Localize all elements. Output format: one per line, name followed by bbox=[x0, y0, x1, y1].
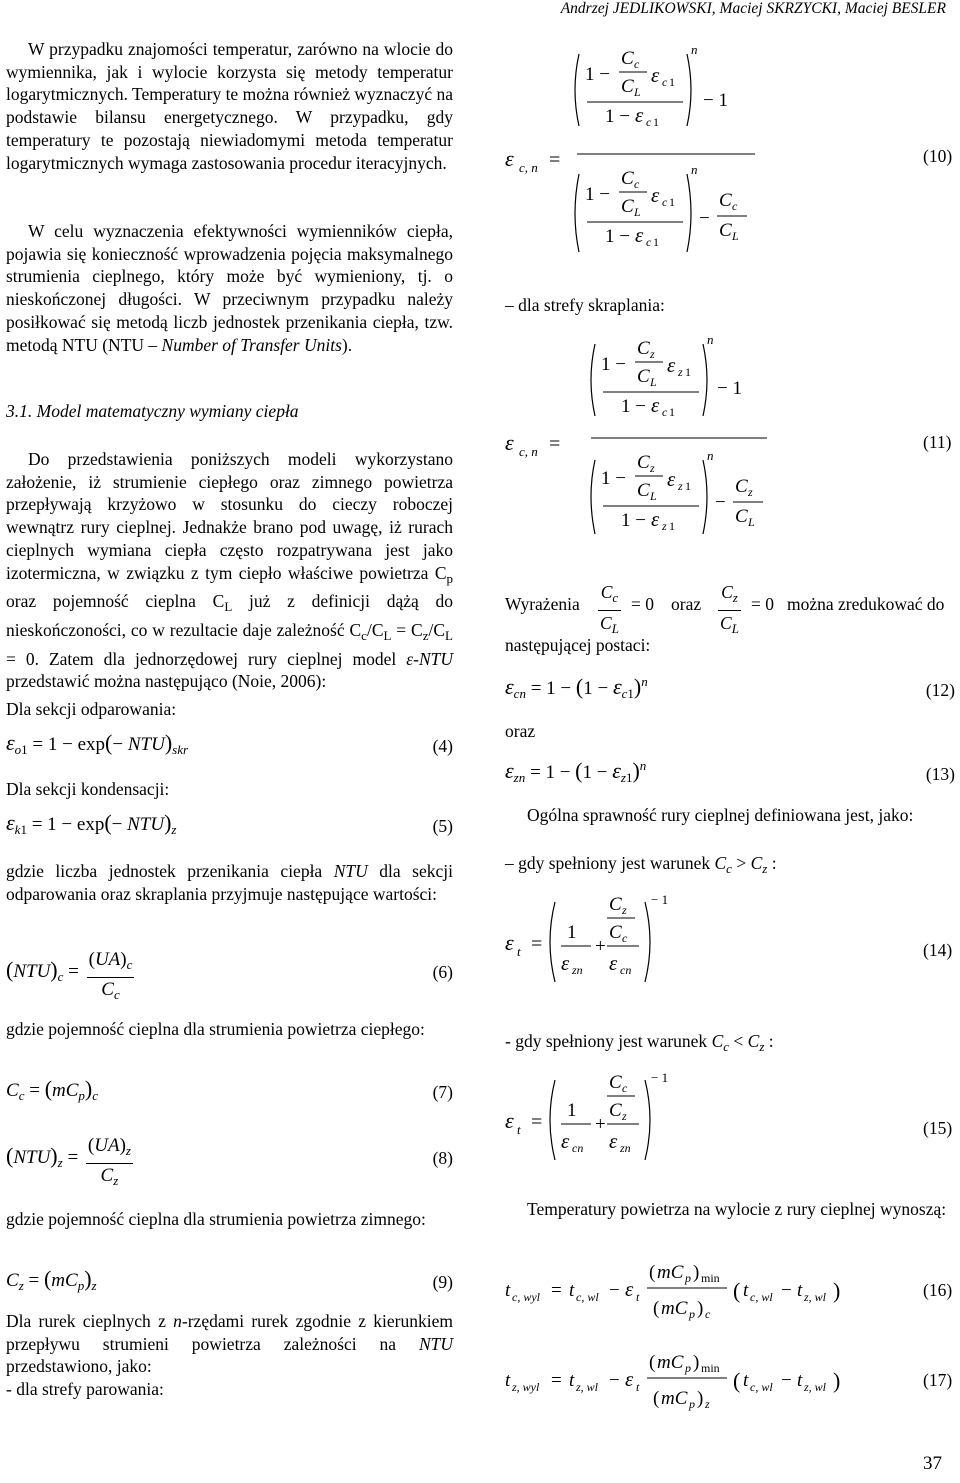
svg-text:c, wl: c, wl bbox=[576, 1290, 599, 1304]
svg-text:(15): (15) bbox=[923, 1118, 953, 1138]
svg-text:z: z bbox=[622, 903, 627, 917]
equation-9: $C_z = (mC_p)_z$ (9) bbox=[6, 1266, 453, 1293]
svg-text:C: C bbox=[637, 338, 650, 359]
svg-text:ε: ε bbox=[625, 1367, 634, 1391]
svg-text:=: = bbox=[549, 433, 561, 455]
paragraph-temperatures: Temperatury powietrza na wylocie z rury cieplnej wynoszą: bbox=[527, 1199, 947, 1219]
svg-text:c, wl: c, wl bbox=[750, 1380, 773, 1394]
svg-text:L: L bbox=[732, 229, 739, 243]
svg-text:1 −: 1 − bbox=[585, 64, 610, 85]
svg-text:t: t bbox=[517, 1122, 521, 1137]
svg-text:(: ( bbox=[653, 1298, 660, 1319]
svg-text:): ) bbox=[693, 1352, 700, 1373]
svg-text:t: t bbox=[797, 1370, 803, 1391]
svg-text:): ) bbox=[833, 1368, 841, 1393]
svg-text:=: = bbox=[531, 1111, 543, 1133]
running-header: Andrzej JEDLIKOWSKI, Maciej SKRZYCKI, Maciej BESLER bbox=[560, 0, 946, 17]
paragraph-4: gdzie liczba jednostek przenikania ciepła NTU dla sekcji odparowania oraz skraplania przyjmuje następujące wartości: bbox=[6, 861, 453, 904]
svg-text:(: ( bbox=[653, 1388, 660, 1409]
svg-text:min: min bbox=[701, 1271, 720, 1285]
svg-text:n: n bbox=[707, 448, 714, 463]
svg-text:t: t bbox=[797, 1280, 803, 1301]
svg-text:1: 1 bbox=[567, 922, 577, 943]
svg-text:C: C bbox=[637, 366, 650, 387]
svg-text:(10): (10) bbox=[923, 146, 953, 166]
svg-text:t: t bbox=[517, 944, 521, 959]
svg-text:t: t bbox=[743, 1370, 749, 1391]
svg-text:): ) bbox=[693, 1262, 700, 1283]
svg-text:z: z bbox=[650, 347, 655, 361]
svg-text:): ) bbox=[833, 1278, 841, 1303]
equation-13: $\varepsilon_{zn} = 1 - (1 - \varepsilon_{z1})^n$ (13) bbox=[505, 758, 955, 785]
svg-text:t: t bbox=[636, 1290, 640, 1304]
svg-text:ε: ε bbox=[651, 183, 660, 207]
svg-text:z, wl: z, wl bbox=[576, 1380, 599, 1394]
svg-text:z: z bbox=[662, 519, 667, 533]
svg-text:1 −: 1 − bbox=[585, 184, 610, 205]
svg-text:ε: ε bbox=[561, 951, 570, 975]
svg-text:− 1: − 1 bbox=[651, 892, 669, 907]
svg-text:t: t bbox=[505, 1370, 511, 1391]
svg-text:z, wl: z, wl bbox=[804, 1290, 827, 1304]
svg-text:ε: ε bbox=[609, 1129, 618, 1153]
svg-text:ε: ε bbox=[651, 63, 660, 87]
svg-text:z, wyl: z, wyl bbox=[512, 1380, 540, 1394]
svg-text:ε: ε bbox=[609, 951, 618, 975]
svg-text:c, wyl: c, wyl bbox=[512, 1290, 540, 1304]
svg-text:−: − bbox=[609, 1280, 620, 1301]
svg-text:1: 1 bbox=[567, 1100, 577, 1121]
svg-text:zn: zn bbox=[572, 963, 583, 977]
svg-text:p: p bbox=[685, 1361, 691, 1375]
svg-text:1: 1 bbox=[685, 479, 691, 493]
svg-text:(: ( bbox=[733, 1278, 741, 1303]
svg-text:(: ( bbox=[733, 1368, 741, 1393]
svg-text:c: c bbox=[662, 195, 668, 209]
svg-text:C: C bbox=[621, 168, 634, 189]
svg-text:+: + bbox=[595, 936, 606, 957]
svg-text:1: 1 bbox=[669, 195, 675, 209]
svg-text:c: c bbox=[662, 75, 668, 89]
svg-text:C: C bbox=[609, 922, 622, 943]
svg-text:−: − bbox=[781, 1280, 792, 1301]
svg-text:−: − bbox=[781, 1370, 792, 1391]
section-heading: 3.1. Model matematyczny wymiany ciepła bbox=[6, 401, 299, 421]
svg-text:=: = bbox=[549, 149, 561, 171]
svg-text:− 1: − 1 bbox=[651, 1070, 669, 1085]
svg-text:c: c bbox=[634, 57, 640, 71]
svg-text:ε: ε bbox=[635, 103, 644, 127]
svg-text:z: z bbox=[705, 1397, 710, 1411]
svg-text:C: C bbox=[609, 1072, 622, 1093]
svg-text:1: 1 bbox=[653, 115, 659, 129]
svg-text:c: c bbox=[622, 1081, 628, 1095]
svg-text:C: C bbox=[719, 190, 732, 211]
svg-text:n: n bbox=[691, 162, 698, 177]
svg-text:1: 1 bbox=[669, 75, 675, 89]
equation-10 bbox=[505, 36, 955, 276]
svg-text:cn: cn bbox=[572, 1141, 584, 1155]
svg-text:ε: ε bbox=[625, 1277, 634, 1301]
paragraph-6: gdzie pojemność cieplna dla strumienia powietrza zimnego: bbox=[6, 1209, 426, 1229]
svg-text:ε: ε bbox=[505, 930, 514, 955]
svg-text:t: t bbox=[743, 1280, 749, 1301]
equation-11 bbox=[505, 330, 955, 570]
svg-text:z, wl: z, wl bbox=[804, 1380, 827, 1394]
svg-text:1 −: 1 − bbox=[605, 106, 630, 127]
equation-8: $(NTU)_z$ = $\frac{(UA)_z}{C_z}$ (8) bbox=[6, 1135, 453, 1188]
paragraph-2: W celu wyznaczenia efektywności wymienników ciepła, pojawia się konieczność wprowadzenia pojęcia maksymalnego strumienia cieplnego, który może być wymieniony, tj. o nieskończonej długości. W przeciwnym przypadku należy posiłkować się metodą liczb jednostek przenikania ciepła, tzw. metodą NTU (NTU – Number of Transfer Units). bbox=[6, 221, 453, 355]
svg-text:zn: zn bbox=[620, 1141, 631, 1155]
label-evaporation: Dla sekcji odparowania: bbox=[6, 699, 177, 719]
svg-text:C: C bbox=[621, 196, 634, 217]
svg-text:mC: mC bbox=[661, 1298, 688, 1319]
svg-text:z: z bbox=[748, 485, 753, 499]
svg-text:(17): (17) bbox=[923, 1370, 953, 1390]
svg-text:p: p bbox=[689, 1307, 695, 1321]
equation-15 bbox=[505, 1068, 955, 1168]
svg-text:1 −: 1 − bbox=[605, 226, 630, 247]
paragraph-7: Dla rurek cieplnych z n-rzędami rurek zgodnie z kierunkiem przepływu strumieni powietrza zależności na NTU przedstawiono, jako: - dla strefy parowania: bbox=[6, 1311, 454, 1400]
svg-text:ε: ε bbox=[505, 146, 514, 171]
label-condensing-zone: – dla strefy skraplania: bbox=[505, 295, 665, 315]
equation-4: $\varepsilon_{o1} = 1 - \exp(- NTU)_{skr}$ (4) bbox=[6, 730, 453, 757]
svg-text:1: 1 bbox=[669, 405, 675, 419]
paragraph-5: gdzie pojemność cieplna dla strumienia powietrza ciepłego: bbox=[6, 1019, 425, 1039]
svg-text:): ) bbox=[697, 1298, 704, 1319]
svg-text:C: C bbox=[735, 476, 748, 497]
svg-text:mC: mC bbox=[661, 1388, 688, 1409]
svg-text:=: = bbox=[551, 1370, 562, 1391]
svg-text:1: 1 bbox=[685, 365, 691, 379]
svg-text:ε: ε bbox=[651, 393, 660, 417]
svg-text:ε: ε bbox=[667, 467, 676, 491]
label-condensation: Dla sekcji kondensacji: bbox=[6, 779, 170, 799]
svg-text:C: C bbox=[637, 452, 650, 473]
svg-text:− 1: − 1 bbox=[717, 378, 742, 399]
svg-text:L: L bbox=[650, 375, 657, 389]
svg-text:C: C bbox=[621, 76, 634, 97]
page-number: 37 bbox=[923, 1453, 942, 1474]
equation-17 bbox=[505, 1348, 955, 1418]
svg-text:−: − bbox=[609, 1370, 620, 1391]
svg-text:C: C bbox=[609, 894, 622, 915]
svg-text:c, n: c, n bbox=[519, 160, 538, 175]
svg-text:n: n bbox=[691, 42, 698, 57]
paragraph-3: Do przedstawienia poniższych modeli wykorzystano założenie, iż strumienie ciepłego oraz zimnego powietrza przepływają krzyżowo w stosunku do cieczy roboczej wewnątrz rury cieplnej. Jednakże brano pod uwagę, iż rurach cieplnych wymiana ciepła często rozpatrywana jest jako izotermiczna, w związku z tym ciepło właściwe powietrza $C_p$ oraz pojemność cieplna $C_L$ już z definicji dążą do nieskończoności, co w rezultacie daje zależność $C_c/C_L = C_z/C_L = 0$. Zatem dla jednorzędowej rury cieplnej model ε-NTU przedstawić można następująco (Noie, 2006): bbox=[6, 449, 454, 692]
svg-text:t: t bbox=[569, 1280, 575, 1301]
condition-1: – gdy spełniony jest warunek $C_c > C_z$ : bbox=[505, 853, 777, 876]
svg-text:C: C bbox=[719, 220, 732, 241]
svg-text:+: + bbox=[595, 1114, 606, 1135]
paragraph-1: W przypadku znajomości temperatur, zarówno na wlocie do wymiennika, jak i wylocie korzysta się metody temperatur logarytmicznych. Temperatury te można również wyznaczyć na podstawie bilansu energetycznego. W przypadku, gdy temperatury te pozostają niewiadomymi metoda temperatur logarytmicznych wymaga zastosowania procedur iteracyjnych. bbox=[6, 39, 453, 173]
svg-text:c: c bbox=[662, 405, 668, 419]
svg-text:mC: mC bbox=[657, 1352, 684, 1373]
svg-text:ε: ε bbox=[667, 353, 676, 377]
equation-12: $\varepsilon_{cn} = 1 - (1 - \varepsilon_{c1})^n$ (12) bbox=[505, 674, 955, 701]
svg-text:z: z bbox=[678, 365, 683, 379]
svg-text:−: − bbox=[699, 208, 710, 229]
svg-text:ε: ε bbox=[505, 430, 514, 455]
svg-text:−: − bbox=[715, 492, 726, 513]
svg-text:min: min bbox=[701, 1361, 720, 1375]
svg-text:1 −: 1 − bbox=[601, 354, 626, 375]
svg-text:): ) bbox=[697, 1388, 704, 1409]
svg-text:ε: ε bbox=[635, 223, 644, 247]
svg-text:t: t bbox=[569, 1370, 575, 1391]
svg-text:1: 1 bbox=[653, 235, 659, 249]
svg-text:c: c bbox=[732, 199, 738, 213]
equation-7: $C_c = (mC_p)_c$ (7) bbox=[6, 1076, 453, 1103]
svg-text:ε: ε bbox=[505, 1108, 514, 1133]
svg-text:L: L bbox=[650, 489, 657, 503]
svg-text:c: c bbox=[646, 115, 652, 129]
svg-text:− 1: − 1 bbox=[703, 90, 728, 111]
svg-text:n: n bbox=[707, 332, 714, 347]
svg-text:C: C bbox=[621, 48, 634, 69]
equation-6: $(NTU)_c$ = $\frac{(UA)_c}{C_c}$ (6) bbox=[6, 949, 453, 1002]
svg-text:c, n: c, n bbox=[519, 444, 538, 459]
svg-text:cn: cn bbox=[620, 963, 632, 977]
svg-text:C: C bbox=[609, 1100, 622, 1121]
svg-text:=: = bbox=[551, 1280, 562, 1301]
svg-text:p: p bbox=[685, 1271, 691, 1285]
svg-text:p: p bbox=[689, 1397, 695, 1411]
svg-text:(: ( bbox=[649, 1262, 656, 1283]
svg-text:ε: ε bbox=[561, 1129, 570, 1153]
svg-text:1 −: 1 − bbox=[621, 396, 646, 417]
equation-16 bbox=[505, 1258, 955, 1328]
svg-text:ε: ε bbox=[651, 507, 660, 531]
svg-text:t: t bbox=[636, 1380, 640, 1394]
svg-text:z: z bbox=[650, 461, 655, 475]
svg-text:c, wl: c, wl bbox=[750, 1290, 773, 1304]
equation-14 bbox=[505, 890, 955, 990]
svg-text:1: 1 bbox=[669, 519, 675, 533]
svg-text:(16): (16) bbox=[923, 1280, 953, 1300]
paragraph-efficiency: Ogólna sprawność rury cieplnej definiowana jest, jako: bbox=[527, 805, 914, 825]
svg-text:mC: mC bbox=[657, 1262, 684, 1283]
svg-text:c: c bbox=[622, 931, 628, 945]
svg-text:t: t bbox=[505, 1280, 511, 1301]
svg-text:(11): (11) bbox=[923, 432, 952, 452]
svg-text:1 −: 1 − bbox=[601, 468, 626, 489]
svg-text:z: z bbox=[678, 479, 683, 493]
svg-text:L: L bbox=[634, 205, 641, 219]
svg-text:1 −: 1 − bbox=[621, 510, 646, 531]
svg-text:C: C bbox=[637, 480, 650, 501]
svg-text:c: c bbox=[646, 235, 652, 249]
svg-text:(: ( bbox=[649, 1352, 656, 1373]
svg-text:=: = bbox=[531, 933, 543, 955]
equation-5: $\varepsilon_{k1} = 1 - \exp(- NTU)_z$ (5) bbox=[6, 810, 453, 837]
svg-text:L: L bbox=[748, 515, 755, 529]
label-oraz: oraz bbox=[505, 721, 536, 741]
svg-text:C: C bbox=[735, 506, 748, 527]
svg-text:L: L bbox=[634, 85, 641, 99]
svg-text:(14): (14) bbox=[923, 940, 953, 960]
svg-text:z: z bbox=[622, 1109, 627, 1123]
condition-2: - gdy spełniony jest warunek $C_c < C_z$ : bbox=[505, 1031, 774, 1054]
svg-text:c: c bbox=[705, 1307, 711, 1321]
svg-text:c: c bbox=[634, 177, 640, 191]
reduction-sentence: Wyrażenia $\frac{C_c}{C_L}$ = 0 oraz $\frac{C_z}{C_L}$ = 0 można zredukować do następującej postaci: bbox=[505, 582, 945, 655]
